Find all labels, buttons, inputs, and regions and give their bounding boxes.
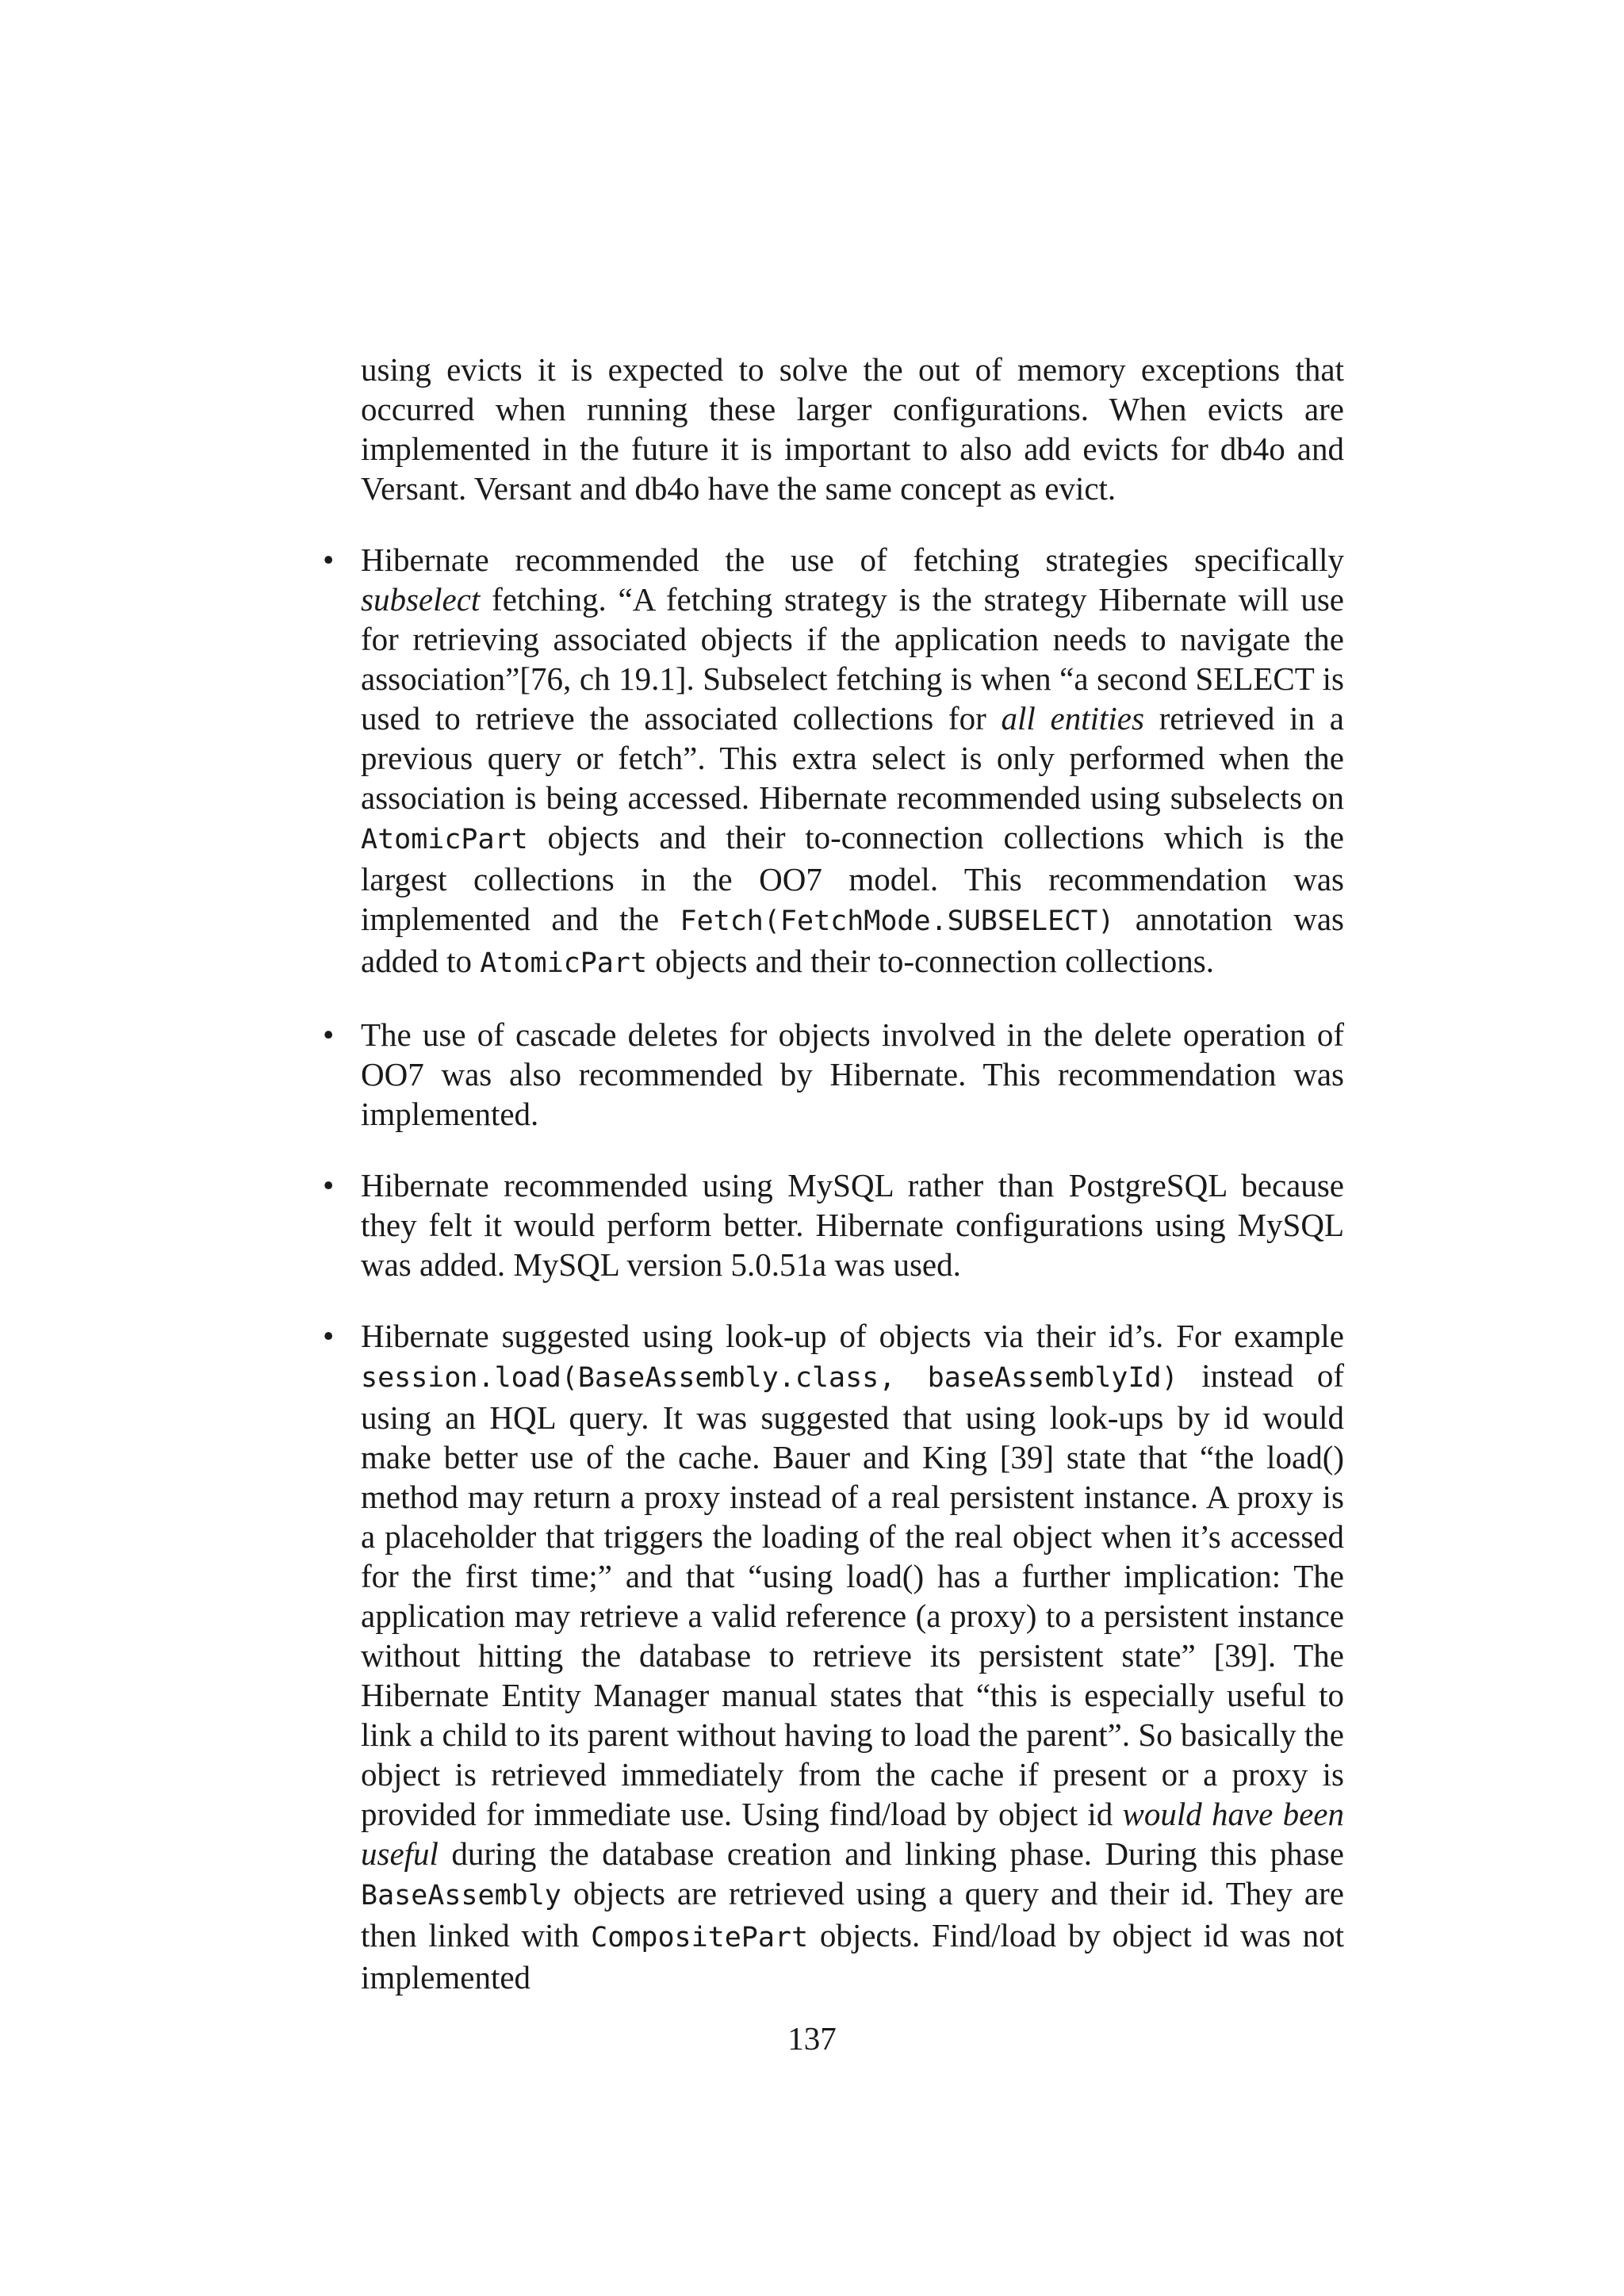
text-run: objects are retrieved using a query and their id. They are then linked with [361,1875,1344,1954]
recommendations-list [361,540,1344,1997]
code-run: AtomicPart [480,947,648,979]
text-run: Hibernate suggested using look-up of objects via their id’s. For example [361,1318,1344,1354]
list-item-cascade-deletes [361,1015,1344,1134]
text-run: Hibernate recommended the use of fetching strategies specifically [361,541,1344,578]
page-body [361,350,1344,1997]
text-run: retrieved in a previous query or fetch”. This extra select is only performed when the association is being accessed. Hibernate recommended using subselects on [361,700,1344,816]
text-run: during the database creation and linking phase. During this phase [438,1835,1344,1872]
emphasis-run: would have been useful [361,1796,1344,1872]
code-run: Fetch(FetchMode.SUBSELECT) [680,905,1115,937]
text-run: The use of cascade deletes for objects involved in the delete operation of OO7 was also recommended by Hibernate. This recommendation was implemented. [361,1016,1344,1132]
list-item-fetching-strategies [361,540,1344,983]
emphasis-run: subselect [361,581,481,618]
code-run: AtomicPart [361,824,528,855]
code-run: session.load(BaseAssembly.class, baseAssemblyId) [361,1362,1178,1394]
code-run: CompositePart [591,1922,809,1954]
text-run: instead of using an HQL query. It was suggested that using look-ups by id would make better use of the cache. Bauer and King [39] state that “the load() method may return a proxy instead of a real persistent instance. A proxy is a placeholder that triggers the loading of the real object when it’s accessed for the first time;” and that “using load() has a further implication: The application may retrieve a valid reference (a proxy) to a persistent instance without hitting the database to retrieve its persistent state” [39]. The Hibernate Entity Manager manual states that “this is especially useful to link a child to its parent without having to load the parent”. So basically the object is retrieved immediately from the cache if present or a proxy is provided for immediate use. Using find/load by object id [361,1357,1344,1832]
code-run: BaseAssembly [361,1880,561,1911]
text-run: Hibernate recommended using MySQL rather than PostgreSQL because they felt it would perform better. Hibernate configurations using MySQL was added. MySQL version 5.0.51a was used. [361,1167,1344,1283]
text-run: fetching. “A fetching strategy is the strategy Hibernate will use for retrieving associated objects if the application needs to navigate the association”[76, ch 19.1]. Subselect fetching is when “a second SELECT is used to retrieve the associated collections for [361,581,1344,737]
text-run: annotation was added to [361,901,1344,979]
emphasis-run: all entities [1001,700,1144,737]
text-run: objects and their to-connection collections. [647,943,1215,979]
list-item-lookup-by-id [361,1316,1344,1997]
page-number: 137 [787,2020,837,2057]
text-run: objects. Find/load by object id was not implemented [361,1917,1344,1996]
list-item-mysql [361,1165,1344,1284]
intro-paragraph: using evicts it is expected to solve the out of memory exceptions that occurred when running these larger configurations. When evicts are implemented in the future it is important to also add evicts for db4o and Versant. Versant and db4o have the same concept as evict. [361,351,1344,507]
text-run: objects and their to-connection collections which is the largest collections in the OO7 model. This recommendation was implemented and the [361,819,1344,937]
